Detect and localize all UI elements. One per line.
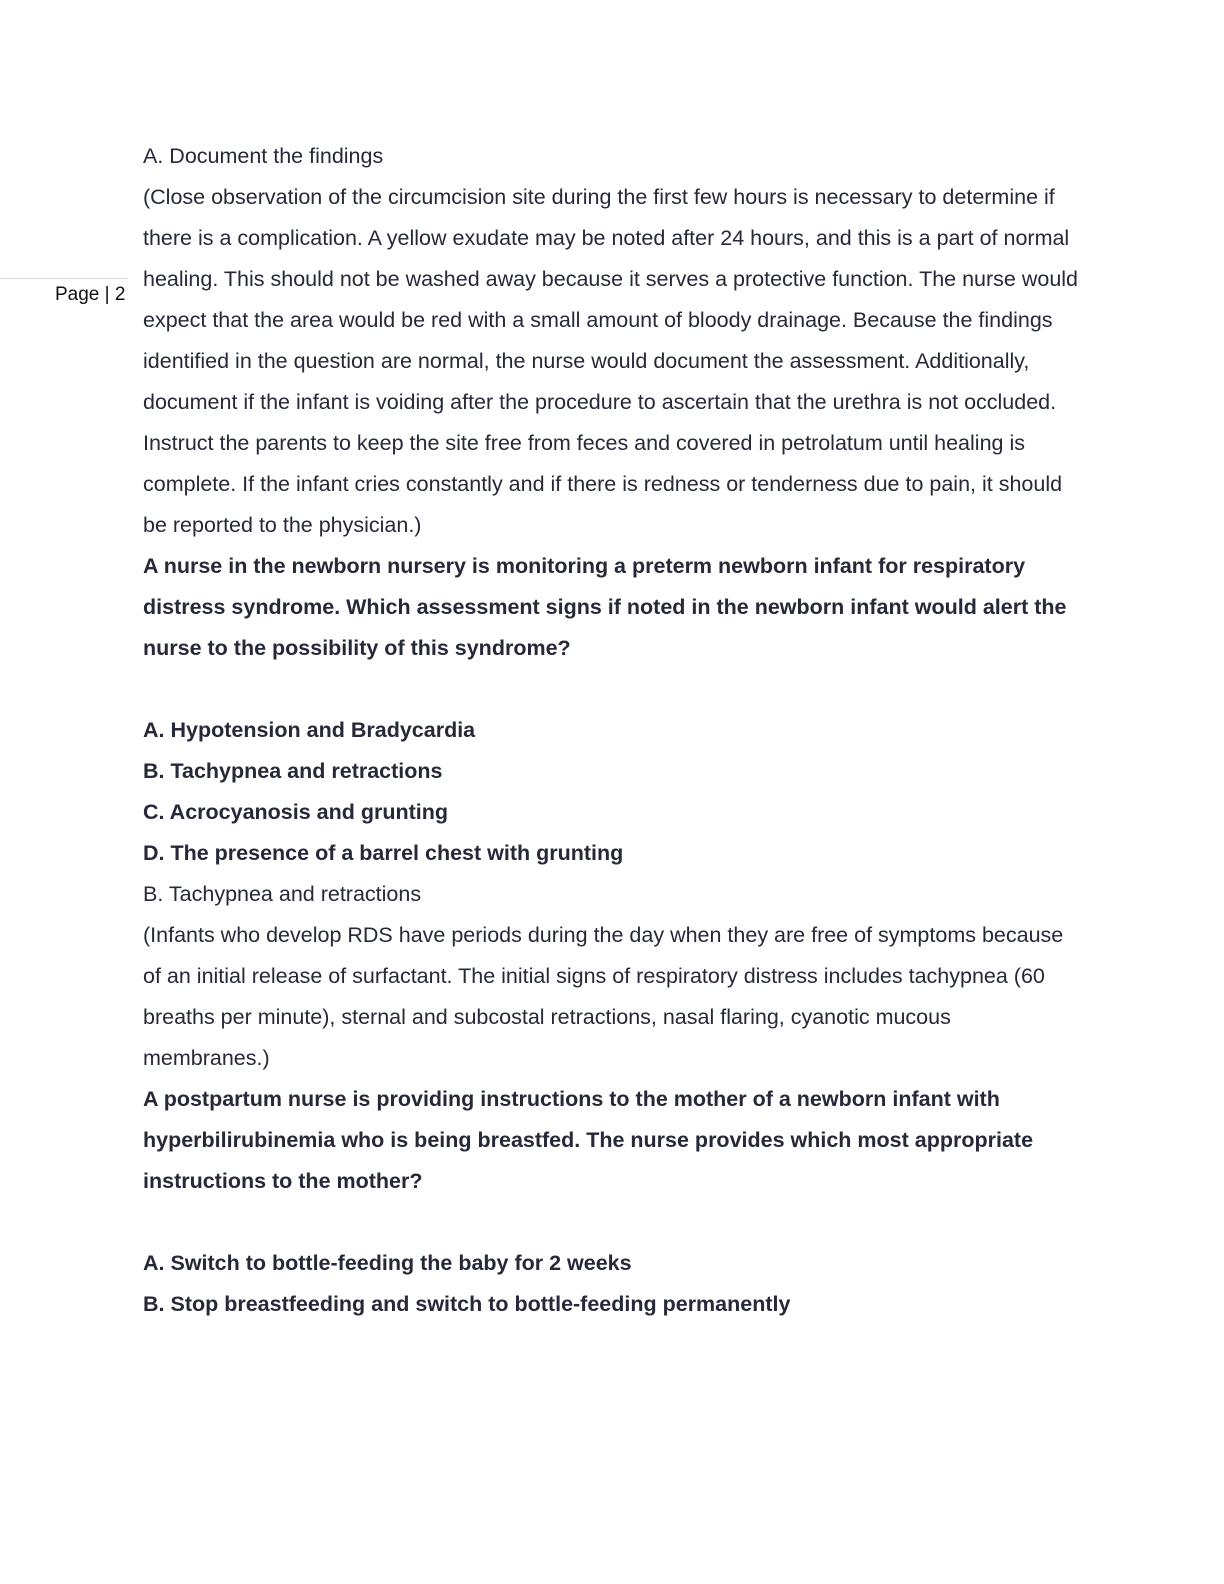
answer-text: B. Tachypnea and retractions	[143, 882, 422, 906]
rationale-text: (Infants who develop RDS have periods during the day when they are free of symptoms because of an initial release of surfactant. The initial signs of respiratory distress includes tachypnea (60 breaths per minute), sternal and subcostal retractions, nasal flaring, cyanotic mucous membranes.)	[143, 923, 1064, 1070]
document-body	[143, 136, 1083, 1325]
spacer	[143, 1202, 1083, 1243]
page-number: Page | 2	[55, 284, 126, 305]
question-text: A nurse in the newborn nursery is monitoring a preterm newborn infant for respiratory distress syndrome. Which assessment signs if noted in the newborn infant would alert the nurse to the possibility of this syndrome?	[143, 554, 1067, 660]
answer-option: B. Tachypnea and retractions	[143, 759, 443, 783]
answer-option: B. Stop breastfeeding and switch to bottle-feeding permanently	[143, 1292, 791, 1316]
spacer	[143, 669, 1083, 710]
margin-rule	[0, 278, 128, 279]
answer-text: A. Document the findings	[143, 144, 384, 168]
answer-option: C. Acrocyanosis and grunting	[143, 800, 449, 824]
answer-option: A. Hypotension and Bradycardia	[143, 718, 476, 742]
answer-option: A. Switch to bottle-feeding the baby for 2 weeks	[143, 1251, 632, 1275]
rationale-text: (Close observation of the circumcision site during the first few hours is necessary to determine if there is a complication. A yellow exudate may be noted after 24 hours, and this is a part of normal healing. This should not be washed away because it serves a protective function. The nurse would expect that the area would be red with a small amount of bloody drainage. Because the findings identified in the question are normal, the nurse would document the assessment. Additionally, document if the infant is voiding after the procedure to ascertain that the urethra is not occluded. Instruct the parents to keep the site free from feces and covered in petrolatum until healing is complete. If the infant cries constantly and if there is redness or tenderness due to pain, it should be reported to the physician.)	[143, 185, 1079, 537]
answer-option: D. The presence of a barrel chest with grunting	[143, 841, 624, 865]
question-text: A postpartum nurse is providing instructions to the mother of a newborn infant with hyperbilirubinemia who is being breastfed. The nurse provides which most appropriate instructions to the mother?	[143, 1087, 1034, 1193]
